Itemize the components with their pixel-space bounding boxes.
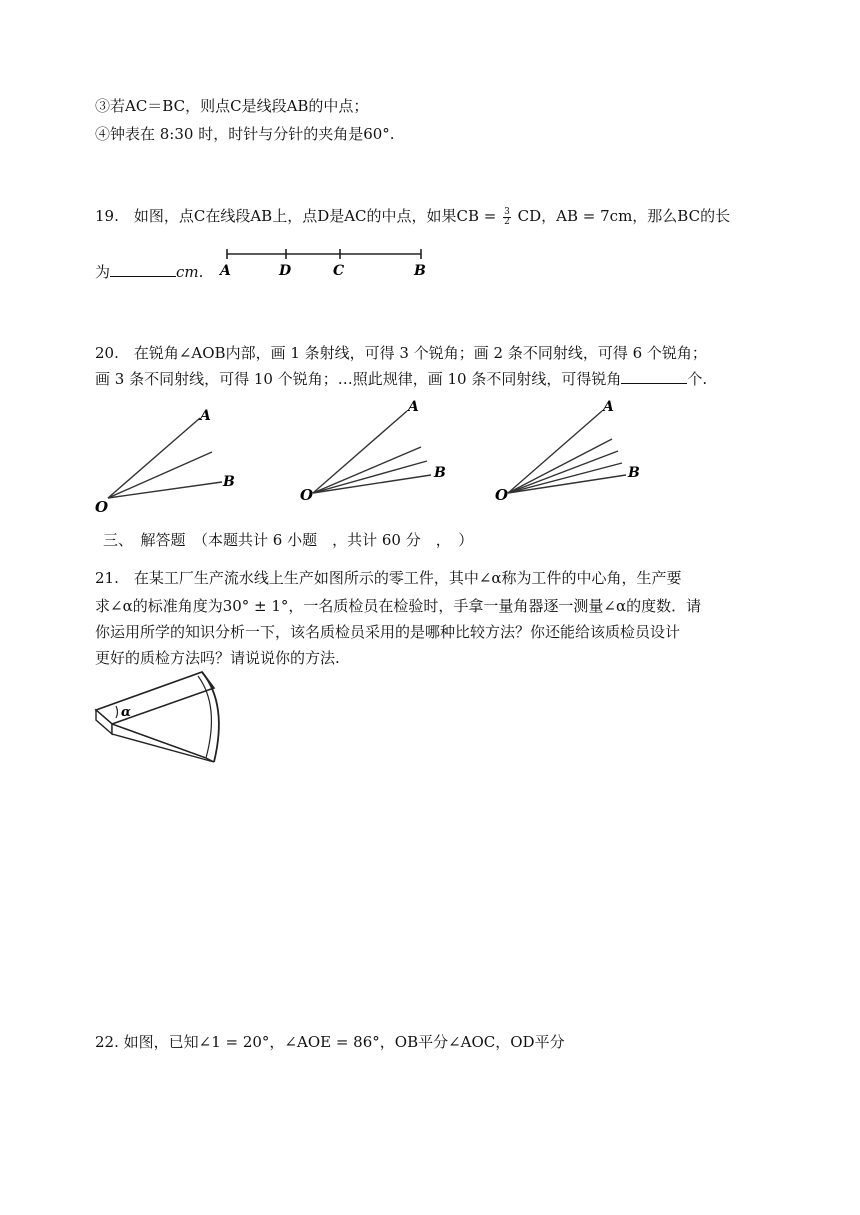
question-19-line2 — [95, 262, 203, 282]
label-a: A — [603, 399, 614, 415]
fraction-numerator: 3 — [504, 206, 510, 217]
label-b: B — [414, 263, 426, 279]
question-21-line2: 求∠α的标准角度为30° ± 1°，一名质检员在检验时，手拿一量角器逐一测量∠α的度数．请 — [95, 597, 702, 615]
label-o: O — [300, 486, 314, 504]
angle-figure-3 — [490, 395, 650, 510]
section-heading: 三、 解答题 （本题共计 6 小题 ，共计 60 分 ， ） — [103, 531, 474, 549]
statement-3: ③若AC＝BC，则点C是线段AB的中点； — [95, 97, 369, 115]
label-a: A — [200, 408, 211, 424]
label-b: B — [223, 474, 235, 490]
angle-figure-2 — [295, 395, 455, 510]
answer-blank-20[interactable] — [621, 369, 687, 384]
label-b: B — [434, 465, 446, 481]
label-c: C — [333, 263, 345, 279]
q19-suffix: CD，AB = 7cm，那么BC的长 — [517, 207, 731, 225]
question-20-line1: 20. 在锐角∠AOB内部，画 1 条射线，可得 3 个锐角；画 2 条不同射线，可得 6 个锐角； — [95, 344, 707, 362]
fraction-denominator: 2 — [504, 216, 510, 227]
label-a: A — [408, 399, 419, 415]
question-19-line1 — [95, 206, 730, 227]
statement-4: ④钟表在 8:30 时，时针与分针的夹角是60°. — [95, 125, 395, 143]
question-21-line4: 更好的质检方法吗？请说说你的方法. — [95, 649, 340, 667]
question-21-line1: 21. 在某工厂生产流水线上生产如图所示的零工件，其中∠α称为工件的中心角，生产要 — [95, 569, 682, 587]
q19-prefix: 19. 如图，点C在线段AB上，点D是AC的中点，如果CB = — [95, 207, 497, 225]
workpiece-figure — [90, 662, 230, 767]
q19-line2-pre: 为 — [95, 263, 111, 281]
alpha-label: α — [121, 705, 132, 720]
q19-line2-post: cm. — [176, 263, 204, 281]
q20-line2-post: 个. — [687, 370, 708, 388]
question-22-line1: 22. 如图，已知∠1 = 20°，∠AOE = 86°，OB平分∠AOC，OD平分 — [95, 1033, 565, 1051]
q20-line2-pre: 画 3 条不同射线，可得 10 个锐角；…照此规律，画 10 条不同射线，可得锐角 — [95, 370, 622, 388]
fraction — [503, 208, 511, 227]
question-21-line3: 你运用所学的知识分析一下，该名质检员采用的是哪种比较方法？你还能给该质检员设计 — [95, 623, 681, 641]
segment-diagram — [215, 244, 435, 284]
label-d: D — [279, 263, 292, 279]
question-20-line2 — [95, 369, 707, 389]
label-o: O — [95, 498, 109, 515]
label-o: O — [495, 486, 509, 504]
angle-figure-1 — [90, 400, 250, 515]
label-a: A — [220, 263, 231, 279]
answer-blank-19[interactable] — [110, 262, 176, 277]
label-b: B — [628, 465, 640, 481]
